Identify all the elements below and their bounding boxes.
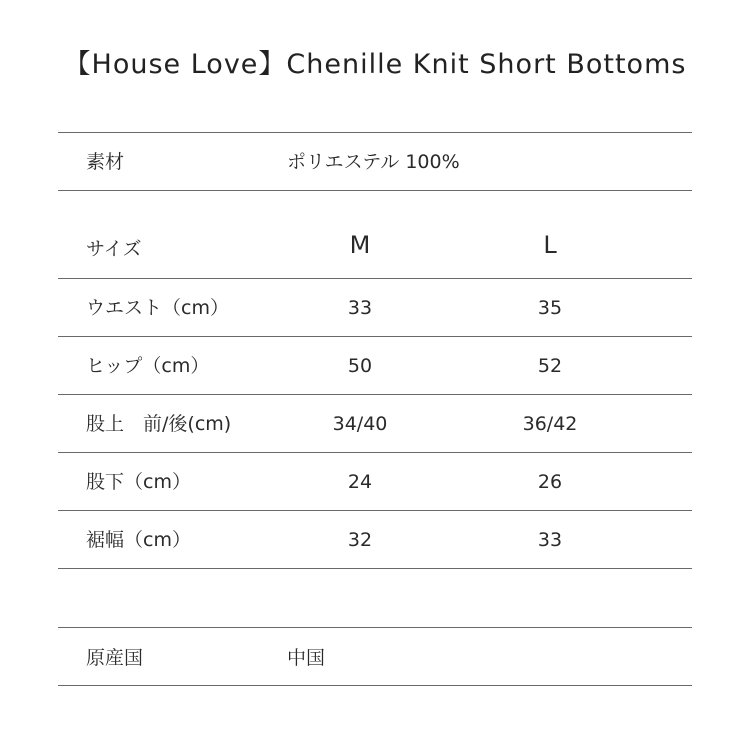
material-value: ポリエステル 100%	[287, 151, 460, 173]
product-title: 【House Love】Chenille Knit Short Bottoms	[63, 49, 687, 80]
rise-label: 股上 前/後(cm)	[86, 413, 232, 435]
divider	[58, 627, 692, 628]
divider	[58, 394, 692, 395]
divider	[58, 452, 692, 453]
hip-m-value: 50	[347, 355, 373, 377]
waist-label: ウエスト（cm）	[86, 297, 229, 319]
hem-width-m-value: 32	[347, 529, 373, 551]
inseam-l-value: 26	[537, 471, 563, 493]
rise-l-value: 36/42	[522, 413, 578, 435]
divider	[58, 685, 692, 686]
inseam-label: 股下（cm）	[86, 471, 191, 493]
origin-label: 原産国	[86, 647, 144, 669]
size-label: サイズ	[86, 238, 142, 260]
size-l-header: L	[543, 231, 557, 259]
divider	[58, 132, 692, 133]
hem-width-l-value: 33	[537, 529, 563, 551]
size-m-header: M	[349, 231, 371, 259]
origin-value: 中国	[287, 647, 326, 669]
waist-l-value: 35	[537, 297, 563, 319]
divider	[58, 510, 692, 511]
divider	[58, 190, 692, 191]
waist-m-value: 33	[347, 297, 373, 319]
divider	[58, 568, 692, 569]
hip-label: ヒップ（cm）	[86, 355, 210, 377]
material-label: 素材	[86, 151, 125, 173]
divider	[58, 336, 692, 337]
hem-width-label: 裾幅（cm）	[86, 529, 191, 551]
inseam-m-value: 24	[347, 471, 373, 493]
rise-m-value: 34/40	[332, 413, 388, 435]
hip-l-value: 52	[537, 355, 563, 377]
divider	[58, 278, 692, 279]
